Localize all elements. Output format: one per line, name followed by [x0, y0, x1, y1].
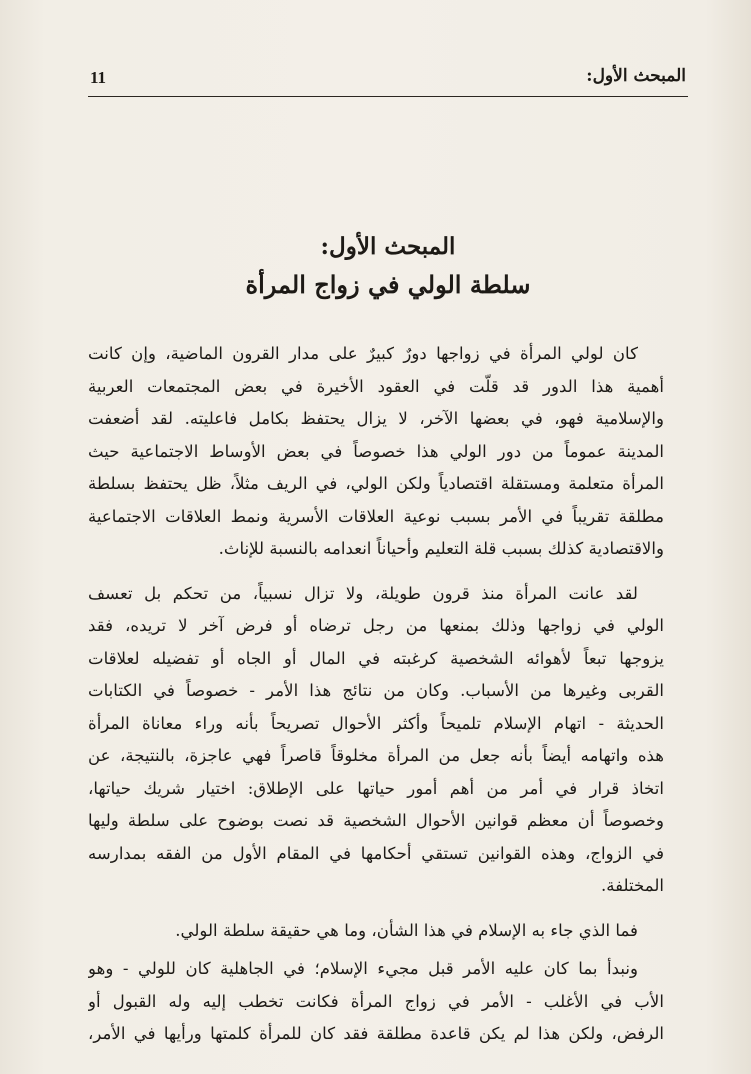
- text-line: هذه واتهامه أيضاً بأنه جعل من المرأة مخلوقاً قاصراً فهي عاجزة، بالنتيجة، عن: [88, 746, 664, 765]
- text-line: اتخاذ قرار في أمر من أهم أمور حياتها على الإطلاق: اختيار شريك حياتها،: [88, 778, 664, 798]
- text-line: المرأة متعلمة ومستقلة اقتصادياً ولكن الولي، في الريف مثلاً، ظل يحتفظ بسلطة: [88, 474, 664, 493]
- text-line: والإسلامية فهو، في بعضها الآخر، لا يزال يحتفظ بكامل فاعليته. لقد أضعفت: [88, 409, 664, 428]
- paragraph-2: [88, 578, 690, 903]
- text-line: القربى وغيرها من الأسباب. وكان من نتائج هذا الأمر - خصوصاً في الكتابات: [88, 681, 664, 700]
- paragraph-3: [88, 915, 690, 948]
- text-line: وخصوصاً أن معظم قوانين الأحوال الشخصية قد نصت بوضوح على سلطة وليها: [88, 811, 664, 830]
- paragraph-4: [88, 953, 690, 1051]
- paragraph-gap: [88, 903, 690, 915]
- page-header: [88, 66, 688, 97]
- text-line: الحديثة - اتهام الإسلام تلميحاً وأكثر الأحوال تصريحاً بأنه وراء معاناة المرأة: [88, 713, 664, 733]
- text-line: أهمية هذا الدور قد قلّت في العقود الأخيرة في بعض المجتمعات العربية: [88, 376, 664, 396]
- text-line: المدينة عموماً من دور الولي هذا خصوصاً في بعض الأوساط الاجتماعية حيث: [88, 441, 664, 461]
- text-line: فما الذي جاء به الإسلام في هذا الشأن، وما هي حقيقة سلطة الولي.: [175, 920, 638, 940]
- text-line: في الزواج، وهذه القوانين تستقي أحكامها في المقام الأول من الفقه بمدارسه: [88, 843, 664, 863]
- text-line: يزوجها تبعاً لأهوائه الشخصية كرغبته في المال أو الجاه أو تفضيله لعلاقات: [88, 648, 664, 668]
- text-line: الولي في زواجها وذلك بمنعها من رجل ترضاه أو فرض آخر لا تريده، فقد: [88, 616, 664, 635]
- page-number: 11: [90, 68, 107, 87]
- chapter-title: [88, 228, 688, 304]
- text-line: الرفض، ولكن هذا لم يكن قاعدة مطلقة فقد كان للمرأة كلمتها ورأيها في الأمر،: [88, 1024, 664, 1043]
- text-line: ونبدأ بما كان عليه الأمر قبل مجيء الإسلام؛ في الجاهلية كان للولي - وهو: [88, 959, 638, 978]
- chapter-title-line-2: سلطة الولي في زواج المرأة: [245, 270, 531, 299]
- chapter-title-line-1: المبحث الأول:: [320, 233, 456, 260]
- text-line: مطلقة تقريباً في الأمر بسبب نوعية العلاقات الأسرية ونمط العلاقات الاجتماعية: [88, 506, 664, 526]
- paragraph-1: [88, 338, 690, 566]
- running-head: المبحث الأول:: [586, 66, 686, 86]
- text-line: كان لولي المرأة في زواجها دورٌ كبيرٌ على مدار القرون الماضية، وإن كانت: [88, 344, 638, 363]
- text-line: لقد عانت المرأة منذ قرون طويلة، ولا تزال نسبياً، من تحكم بل تعسف: [88, 583, 638, 603]
- text-line: المختلفة.: [600, 876, 664, 895]
- text-line: الأب في الأغلب - الأمر في زواج المرأة فكانت تخطب إليه وله القبول أو: [88, 991, 664, 1011]
- body-text: [88, 338, 690, 1051]
- text-line: والاقتصادية كذلك بسبب قلة التعليم وأحياناً انعدامه بالنسبة للإناث.: [218, 539, 664, 558]
- paragraph-gap: [88, 566, 690, 578]
